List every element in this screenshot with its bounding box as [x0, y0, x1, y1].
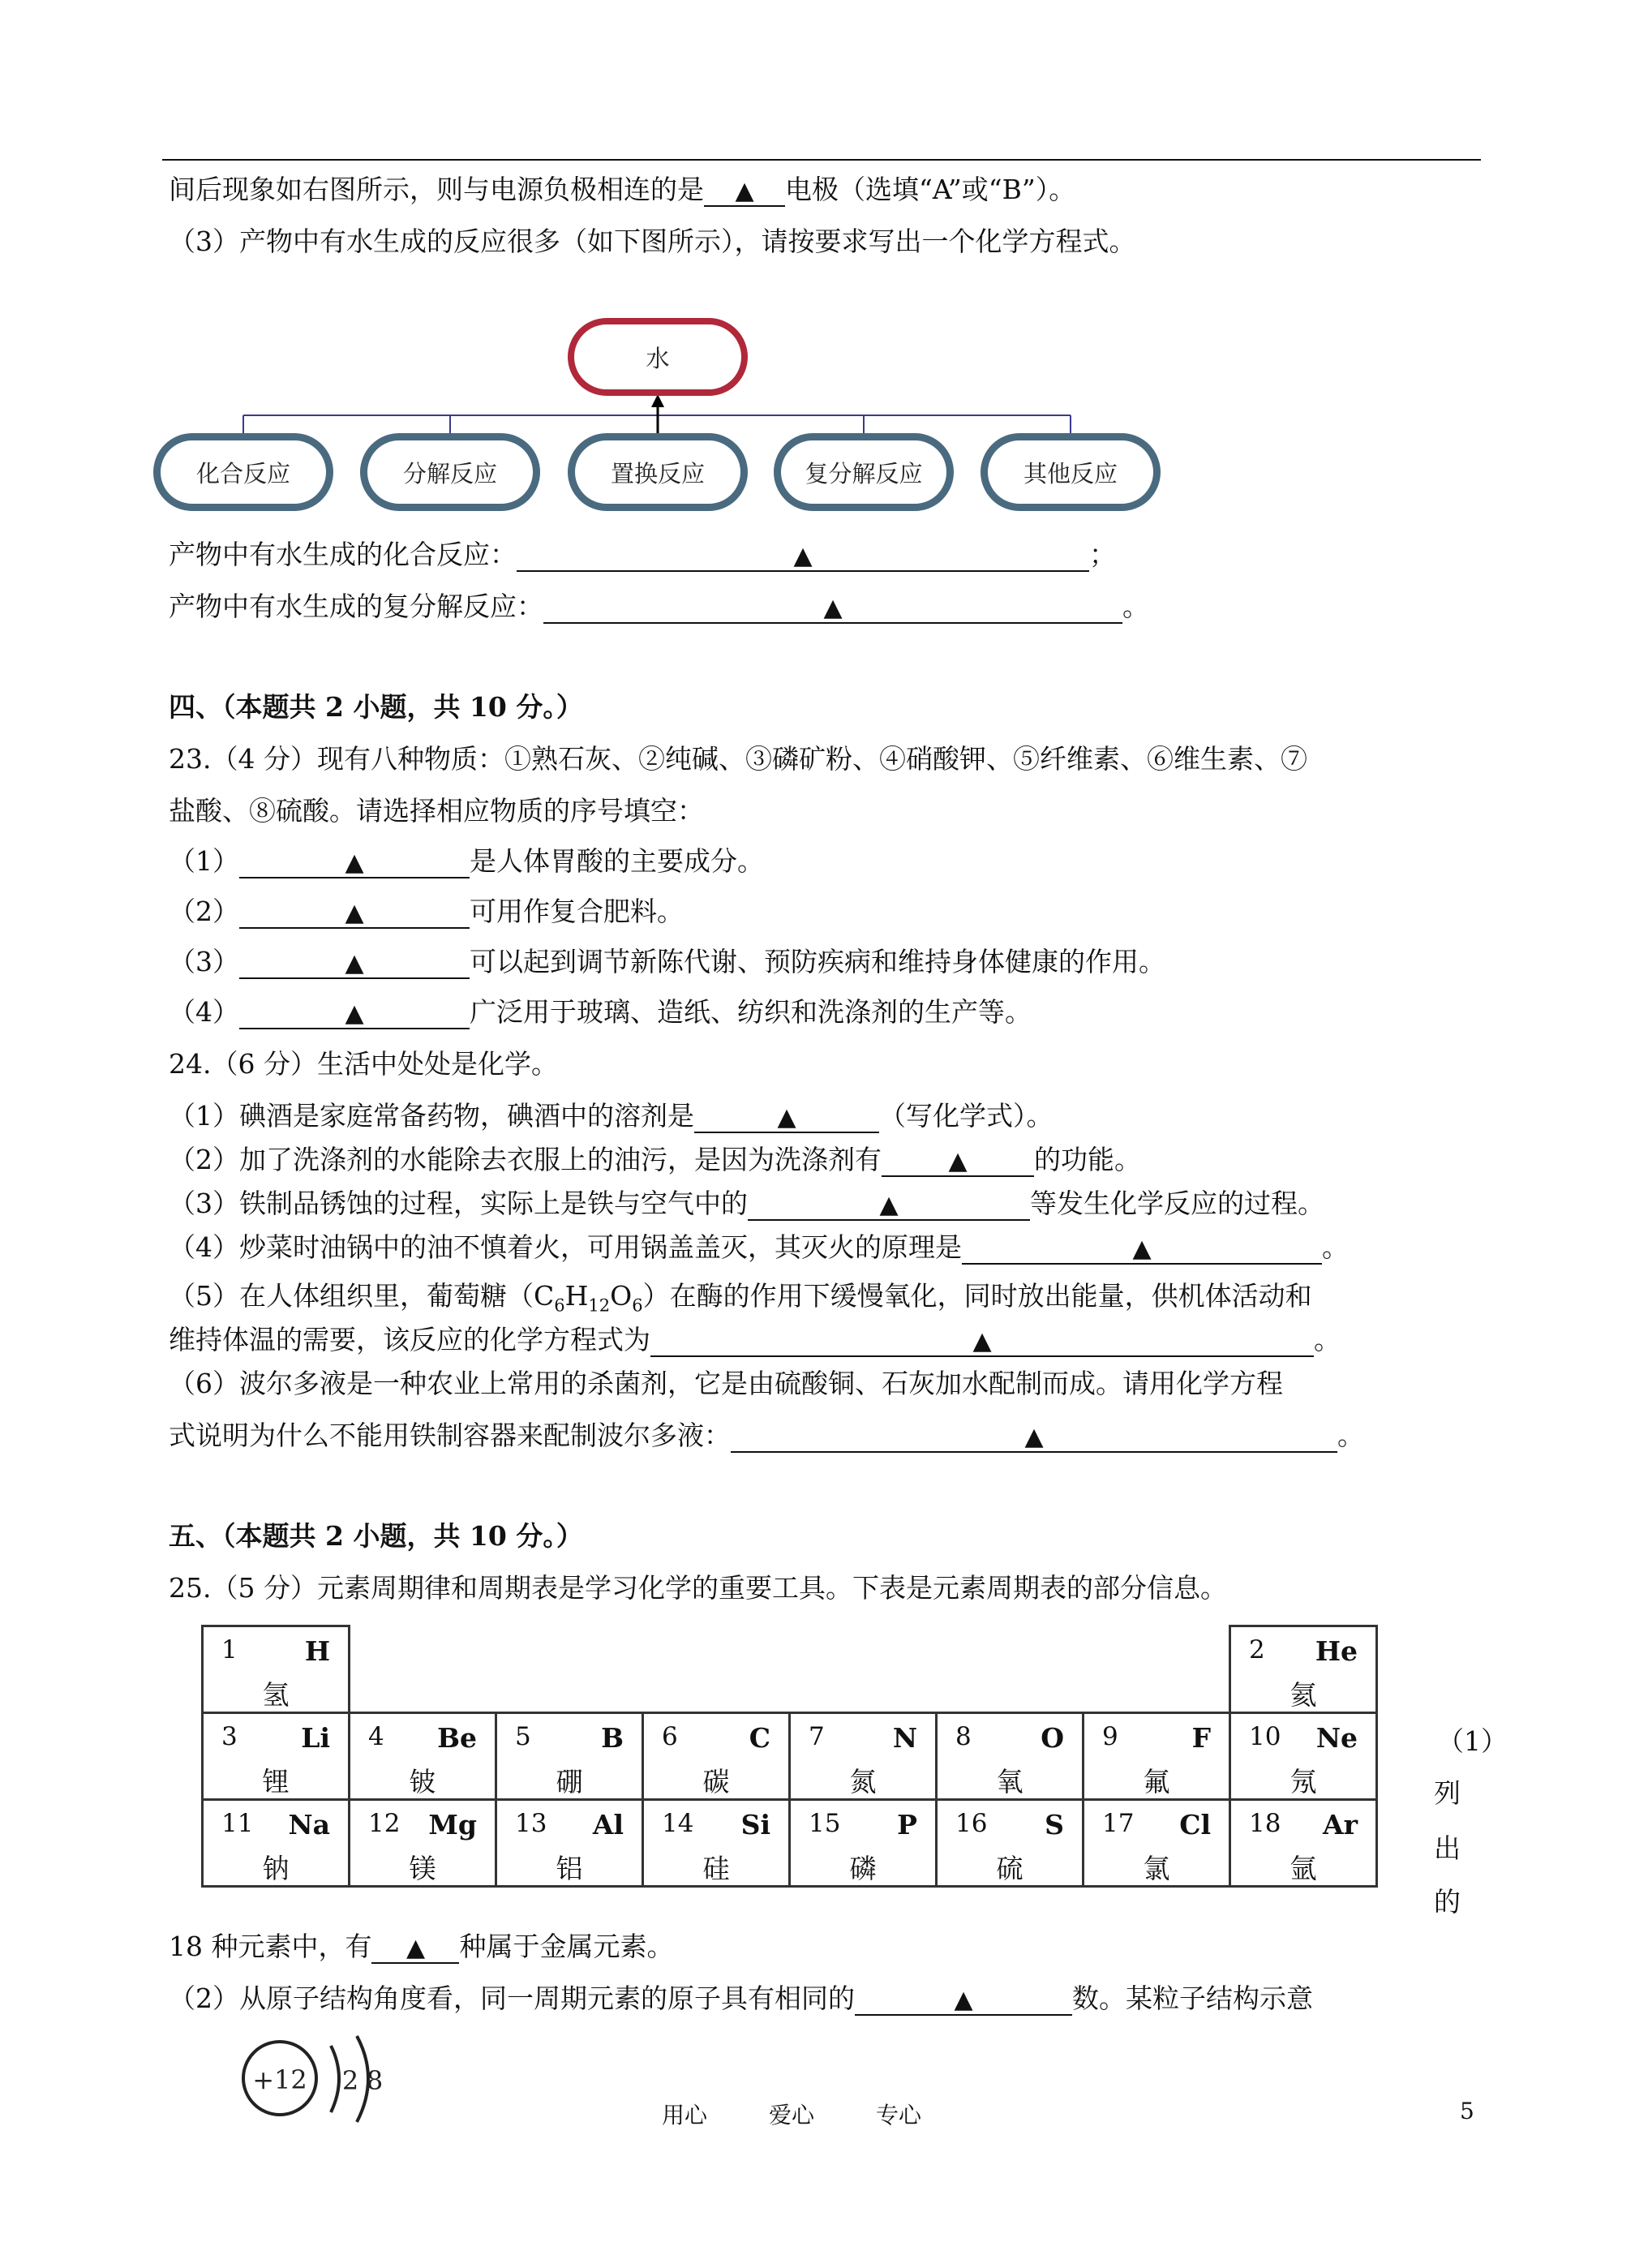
- element-cell: [643, 1713, 790, 1800]
- q24-item-2: [169, 1144, 1141, 1177]
- atomic-number: 2: [1249, 1635, 1265, 1664]
- atomic-number: 17: [1102, 1809, 1135, 1838]
- atomic-number: 7: [809, 1722, 825, 1751]
- element-symbol: Mg: [428, 1809, 477, 1841]
- triangle-mark: ▲: [823, 594, 843, 622]
- section-5-heading: 五、（本题共 2 小题，共 10 分。）: [169, 1520, 583, 1552]
- answer-blank[interactable]: [239, 999, 470, 1029]
- side-text: 的: [1434, 1886, 1461, 1918]
- element-name: 钠: [262, 1853, 290, 1884]
- item-tail: 的功能。: [1034, 1144, 1141, 1175]
- triangle-mark: ▲: [948, 1147, 968, 1175]
- item-text: （4）炒菜时油锅中的油不慎着火，可用锅盖盖灭，其灭火的原理是: [169, 1231, 962, 1263]
- triangle-mark: ▲: [954, 1986, 973, 2014]
- reaction-node-decomposition: [360, 433, 540, 511]
- item-text: （2）加了洗涤剂的水能除去衣服上的油污，是因为洗涤剂有: [169, 1144, 882, 1175]
- combo-end: ；: [1089, 539, 1116, 570]
- triangle-mark: ▲: [879, 1191, 899, 1219]
- subscript: 6: [554, 1295, 565, 1316]
- answer-blank[interactable]: [748, 1190, 1030, 1221]
- item-text: 是人体胃酸的主要成分。: [470, 845, 764, 877]
- item-tail: （写化学式）。: [879, 1100, 1054, 1132]
- q23-item-1: [169, 845, 764, 878]
- water-label: 水: [646, 344, 670, 372]
- q22-3-text: （3）产物中有水生成的反应很多（如下图所示），请按要求写出一个化学方程式。: [169, 226, 1136, 257]
- element-name: 硼: [556, 1766, 583, 1798]
- combo-label: 产物中有水生成的化合反应：: [169, 539, 517, 570]
- item-tail: 。: [1322, 1231, 1349, 1263]
- element-symbol: Cl: [1179, 1809, 1211, 1841]
- reaction-node-displacement: [568, 433, 748, 511]
- atomic-number: 16: [955, 1809, 988, 1838]
- triangle-mark: ▲: [406, 1934, 426, 1962]
- triangle-mark: ▲: [345, 949, 364, 977]
- shell-1-electrons: 2: [341, 2065, 359, 2096]
- item-tail: 。: [1314, 1324, 1341, 1355]
- item-text: （1）碘酒是家庭常备药物，碘酒中的溶剂是: [169, 1100, 694, 1132]
- item-text: 18 种元素中，有: [169, 1931, 372, 1962]
- element-name: 氢: [262, 1679, 290, 1711]
- element-symbol: F: [1191, 1722, 1211, 1754]
- page-number: 5: [1460, 2098, 1474, 2124]
- element-name: 铝: [556, 1853, 583, 1884]
- q24-item-5-cont: [169, 1324, 1341, 1357]
- side-text: 出: [1434, 1832, 1461, 1864]
- atom-structure-diagram: [235, 2028, 397, 2133]
- double-end: 。: [1122, 591, 1149, 622]
- element-cell: [496, 1713, 643, 1800]
- q23-item-2: [169, 896, 684, 929]
- item-text: 广泛用于玻璃、造纸、纺织和洗涤剂的生产等。: [470, 996, 1032, 1028]
- element-name: 氩: [1290, 1853, 1317, 1884]
- item-text: 式说明为什么不能用铁制容器来配制波尔多液：: [169, 1420, 731, 1451]
- reaction-label: 置换反应: [610, 459, 705, 488]
- atomic-number: 15: [809, 1809, 841, 1838]
- atomic-number: 12: [368, 1809, 401, 1838]
- answer-blank[interactable]: [962, 1234, 1322, 1265]
- reaction-label: 分解反应: [402, 459, 497, 488]
- double-line: [169, 591, 1149, 624]
- item-number: （2）: [169, 896, 239, 927]
- answer-blank[interactable]: [731, 1422, 1337, 1453]
- element-cell: [203, 1800, 350, 1887]
- atomic-number: 3: [221, 1722, 238, 1751]
- atomic-number: 10: [1249, 1722, 1281, 1751]
- atomic-number: 9: [1102, 1722, 1118, 1751]
- item-tail: 种属于金属元素。: [459, 1931, 674, 1962]
- formula-part: O: [610, 1280, 633, 1312]
- answer-blank[interactable]: [650, 1326, 1314, 1357]
- item-number: （3）: [169, 946, 239, 977]
- footer-motto-1: 用心: [662, 2102, 708, 2128]
- element-name: 氧: [996, 1766, 1023, 1798]
- q23-item-4: [169, 996, 1032, 1029]
- answer-blank[interactable]: [371, 1933, 459, 1964]
- item-text: ）在酶的作用下缓慢氧化，同时放出能量，供机体活动和: [642, 1280, 1312, 1312]
- atomic-number: 8: [955, 1722, 972, 1751]
- element-cell: [643, 1800, 790, 1887]
- element-cell: [496, 1800, 643, 1887]
- element-name: 铍: [409, 1766, 436, 1798]
- element-name: 氦: [1290, 1679, 1317, 1711]
- atomic-number: 6: [662, 1722, 678, 1751]
- element-symbol: P: [897, 1809, 917, 1841]
- reaction-node-other: [981, 433, 1161, 511]
- footer-motto-2: 爱心: [769, 2102, 815, 2128]
- atomic-number: 13: [515, 1809, 547, 1838]
- answer-blank[interactable]: [855, 1985, 1072, 2016]
- q24-item-5: [169, 1280, 1312, 1322]
- reaction-label: 复分解反应: [805, 459, 923, 488]
- answer-blank[interactable]: [239, 848, 470, 878]
- triangle-mark: ▲: [735, 177, 754, 205]
- side-text: （1）: [1437, 1725, 1508, 1757]
- item-text: 可用作复合肥料。: [470, 896, 684, 927]
- element-symbol: Al: [592, 1809, 624, 1841]
- triangle-mark: ▲: [972, 1327, 992, 1355]
- element-name: 镁: [409, 1853, 436, 1884]
- q24-item-3: [169, 1188, 1324, 1221]
- q23-text-1: 23.（4 分）现有八种物质：①熟石灰、②纯碱、③磷矿粉、④硝酸钾、⑤纤维素、⑥维生素、⑦: [169, 743, 1307, 775]
- subscript: 12: [588, 1295, 611, 1316]
- element-symbol: C: [749, 1722, 770, 1754]
- q25-text: 25.（5 分）元素周期律和周期表是学习化学的重要工具。下表是元素周期表的部分信息。: [169, 1572, 1227, 1604]
- element-symbol: Be: [437, 1722, 477, 1754]
- element-symbol: Na: [288, 1809, 330, 1841]
- element-name: 碳: [702, 1766, 730, 1798]
- element-cell: [937, 1800, 1084, 1887]
- element-cell: [1084, 1713, 1230, 1800]
- q24-item-6: （6）波尔多液是一种农业上常用的杀菌剂，它是由硫酸铜、石灰加水配制而成。请用化学方程: [169, 1368, 1283, 1399]
- item-text: 可以起到调节新陈代谢、预防疾病和维持身体健康的作用。: [470, 946, 1165, 977]
- item-tail: 数。某粒子结构示意: [1072, 1982, 1313, 2014]
- q24-item-6-cont: [169, 1420, 1364, 1453]
- answer-blank[interactable]: [239, 898, 470, 929]
- element-cell: [350, 1713, 496, 1800]
- subscript: 6: [632, 1295, 643, 1316]
- item-text: （5）在人体组织里，葡萄糖（C: [169, 1280, 555, 1312]
- atomic-number: 18: [1249, 1809, 1281, 1838]
- answer-blank[interactable]: [882, 1146, 1034, 1177]
- q24-item-1: [169, 1100, 1054, 1133]
- element-name: 硅: [702, 1853, 730, 1884]
- atomic-number: 14: [662, 1809, 694, 1838]
- element-name: 氯: [1143, 1853, 1170, 1884]
- section-4-heading: 四、（本题共 2 小题，共 10 分。）: [169, 691, 583, 723]
- q25-item-2: [169, 1982, 1313, 2016]
- q23-text-2: 盐酸、⑧硫酸。请选择相应物质的序号填空：: [169, 795, 704, 827]
- q25-item-1: [169, 1931, 673, 1964]
- q24-item-4: [169, 1231, 1349, 1265]
- element-cell: [790, 1800, 937, 1887]
- side-text: 列: [1434, 1777, 1461, 1809]
- combo-line: [169, 539, 1116, 572]
- element-symbol: S: [1045, 1809, 1064, 1841]
- answer-blank[interactable]: [694, 1102, 879, 1133]
- item-text: 维持体温的需要，该反应的化学方程式为: [169, 1324, 650, 1355]
- element-symbol: B: [601, 1722, 624, 1754]
- element-cell: [1084, 1800, 1230, 1887]
- triangle-mark: ▲: [793, 542, 813, 570]
- element-name: 硫: [996, 1853, 1023, 1884]
- element-name: 氟: [1143, 1766, 1170, 1798]
- reaction-node-double-decomposition: [774, 433, 954, 511]
- item-number: （4）: [169, 996, 239, 1028]
- answer-blank[interactable]: [517, 541, 1089, 572]
- formula-part: H: [564, 1280, 589, 1312]
- answer-blank[interactable]: [239, 948, 470, 979]
- element-cell: [937, 1713, 1084, 1800]
- element-symbol: O: [1041, 1722, 1064, 1754]
- atomic-number: 11: [221, 1809, 254, 1838]
- element-cell: [350, 1800, 496, 1887]
- answer-blank[interactable]: [543, 593, 1122, 624]
- triangle-mark: ▲: [1024, 1423, 1044, 1451]
- reaction-label: 化合反应: [195, 459, 290, 488]
- element-cell: [790, 1713, 937, 1800]
- element-symbol: H: [304, 1635, 330, 1667]
- element-symbol: Si: [740, 1809, 770, 1841]
- element-cell: [1230, 1626, 1377, 1713]
- item-text: （2）从原子结构角度看，同一周期元素的原子具有相同的: [169, 1982, 855, 2014]
- element-name: 氖: [1290, 1766, 1317, 1798]
- reaction-label: 其他反应: [1023, 459, 1118, 488]
- item-tail: 等发生化学反应的过程。: [1030, 1188, 1324, 1219]
- reaction-node-combination: [153, 433, 333, 511]
- triangle-mark: ▲: [777, 1103, 796, 1132]
- element-cell: [1230, 1800, 1377, 1887]
- element-cell: [203, 1713, 350, 1800]
- element-name: 氮: [849, 1766, 877, 1798]
- footer-motto-3: 专心: [876, 2102, 922, 2128]
- element-symbol: He: [1315, 1635, 1358, 1667]
- item-tail: 。: [1337, 1420, 1364, 1451]
- atomic-number: 5: [515, 1722, 531, 1751]
- double-label: 产物中有水生成的复分解反应：: [169, 591, 543, 622]
- q22-2-text: 间后现象如右图所示，则与电源负极相连的是: [169, 174, 704, 205]
- element-symbol: Li: [301, 1722, 330, 1754]
- q22-2-tail: 电极（选填“A”或“B”）。: [785, 174, 1076, 205]
- element-symbol: N: [892, 1722, 917, 1754]
- shell-2-electrons: 8: [366, 2065, 384, 2096]
- nucleus-charge: +12: [252, 2064, 307, 2095]
- q24-text: 24.（6 分）生活中处处是化学。: [169, 1048, 558, 1080]
- water-node: [568, 318, 748, 396]
- element-symbol: Ar: [1323, 1809, 1358, 1841]
- atomic-number: 4: [368, 1722, 384, 1751]
- element-cell: [1230, 1713, 1377, 1800]
- triangle-mark: ▲: [345, 899, 364, 927]
- triangle-mark: ▲: [1132, 1235, 1152, 1263]
- item-text: （3）铁制品锈蚀的过程，实际上是铁与空气中的: [169, 1188, 748, 1219]
- element-symbol: Ne: [1315, 1722, 1358, 1754]
- element-cell: [203, 1626, 350, 1713]
- triangle-mark: ▲: [345, 999, 364, 1028]
- item-number: （1）: [169, 845, 239, 877]
- atomic-number: 1: [221, 1635, 238, 1664]
- periodic-table: [201, 1625, 1378, 1888]
- q23-item-3: [169, 946, 1165, 979]
- element-name: 锂: [262, 1766, 290, 1798]
- triangle-mark: ▲: [345, 848, 364, 877]
- element-name: 磷: [849, 1853, 877, 1884]
